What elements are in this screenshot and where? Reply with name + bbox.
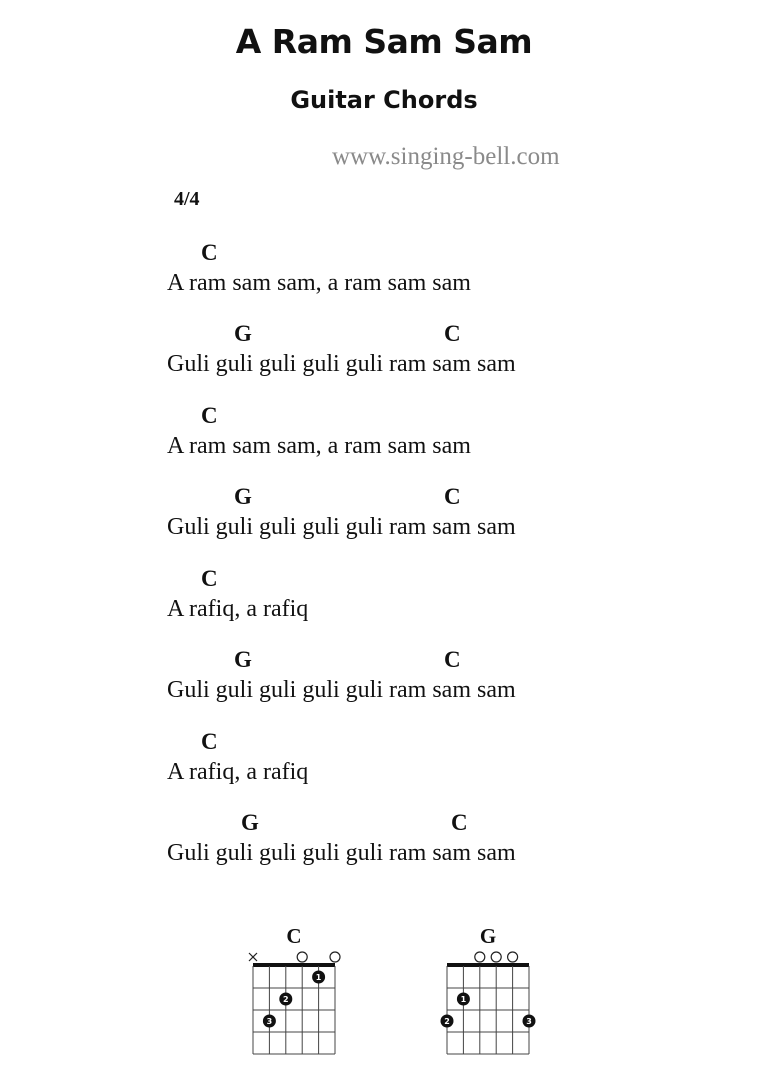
diagram-chord-name: G	[479, 924, 497, 948]
lyric-line: A ram sam sam, a ram sam sam	[167, 270, 471, 296]
finger-number: 1	[315, 973, 322, 982]
chord-label: G	[234, 321, 252, 346]
time-signature: 4/4	[174, 188, 200, 210]
finger-number: 3	[526, 1017, 532, 1026]
chord-diagram-c	[240, 920, 350, 1060]
fretboard-nut	[253, 963, 335, 967]
finger-number: 2	[283, 995, 289, 1004]
chord-label: C	[201, 729, 218, 754]
page-subtitle: Guitar Chords	[290, 86, 478, 114]
lyric-line: Guli guli guli guli guli ram sam sam	[167, 840, 516, 866]
lyric-line: A rafiq, a rafiq	[167, 596, 309, 622]
open-string-marker	[508, 952, 518, 962]
open-string-marker	[330, 952, 340, 962]
chord-diagram-g	[434, 920, 544, 1060]
open-string-marker	[297, 952, 307, 962]
lyric-line: Guli guli guli guli guli ram sam sam	[167, 514, 516, 540]
fretboard-nut	[447, 963, 529, 967]
lyric-line: A rafiq, a rafiq	[167, 759, 309, 785]
website-link[interactable]: www.singing-bell.com	[332, 143, 560, 170]
chord-label: G	[241, 810, 259, 835]
chord-label: C	[444, 321, 461, 346]
chord-label: C	[451, 810, 468, 835]
finger-number: 2	[444, 1017, 450, 1026]
finger-number: 3	[266, 1017, 273, 1026]
chord-diagram-g-svg	[434, 920, 544, 1060]
open-string-marker	[491, 952, 501, 962]
chord-label: C	[444, 647, 461, 672]
chord-label: G	[234, 484, 252, 509]
lyric-line: Guli guli guli guli guli ram sam sam	[167, 351, 516, 377]
song-title: A Ram Sam Sam	[235, 22, 533, 61]
chord-label: C	[201, 240, 218, 265]
finger-number: 1	[460, 995, 467, 1004]
diagram-chord-name: C	[286, 924, 302, 948]
chord-label: C	[444, 484, 461, 509]
chord-label: C	[201, 403, 218, 428]
chord-diagram-c-svg	[240, 920, 350, 1060]
lyric-line: Guli guli guli guli guli ram sam sam	[167, 677, 516, 703]
open-string-marker	[475, 952, 485, 962]
chord-label: G	[234, 647, 252, 672]
lyric-line: A ram sam sam, a ram sam sam	[167, 433, 471, 459]
chord-label: C	[201, 566, 218, 591]
